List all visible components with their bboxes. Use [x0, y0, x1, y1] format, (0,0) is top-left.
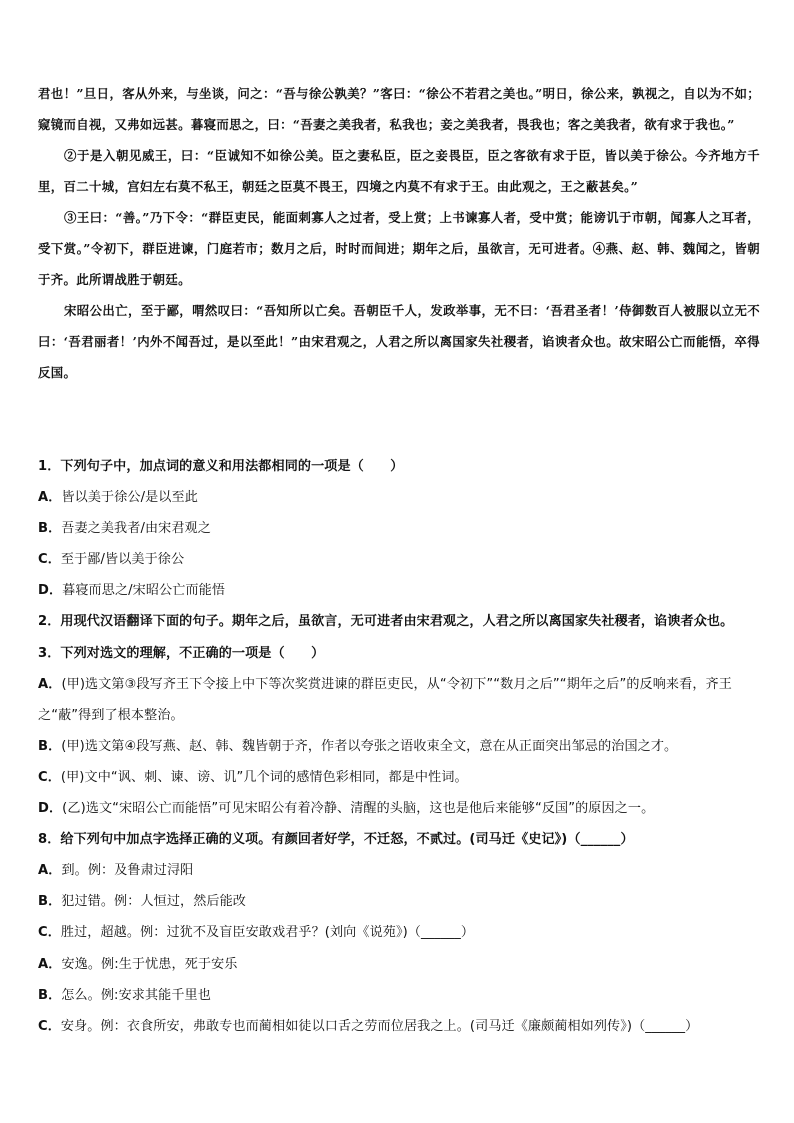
question-1-option-b: B．吾妻之美我者/由宋君观之	[38, 521, 211, 537]
question-1-stem: 1．下列句子中，加点词的意义和用法都相同的一项是（ ）	[38, 459, 404, 474]
question-8-option-a: A．到。例：及鲁肃过浔阳	[38, 863, 194, 879]
passage-paragraph-1: 君也！”旦日，客从外来，与坐谈，问之：“吾与徐公孰美？”客曰：“徐公不若君之美也。”明日，徐公来，孰视之，自以为不如；窥镜而自视，又弗如远甚。暮寝而思之，曰：“吾妻之美我者，私我也；妾之美我者，畏我也；客之美我者，欲有求于我也。”	[38, 86, 760, 132]
question-3-option-d: D．(乙)选文“宋昭公亡而能悟”可见宋昭公有着冷静、清醒的头脑，这也是他后来能够“反国”的原因之一。	[38, 801, 655, 817]
question-1-option-a: A．皆以美于徐公/是以至此	[38, 490, 198, 506]
passage-paragraph-2: ②于是入朝见威王，曰：“臣诚知不如徐公美。臣之妻私臣，臣之妾畏臣，臣之客欲有求于臣，皆以美于徐公。今齐地方千里，百二十城，宫妇左右莫不私王，朝廷之臣莫不畏王，四境之内莫不有求于王。由此观之，王之蔽甚矣。”	[38, 148, 760, 194]
question-2-stem: 2．用现代汉语翻译下面的句子。期年之后，虽欲言，无可进者由宋君观之，人君之所以离国家失社稷者，谄谀者众也。	[38, 614, 734, 630]
passage-paragraph-3: ③王曰：“善。”乃下令：“群臣吏民，能面刺寡人之过者，受上赏；上书谏寡人者，受中赏；能谤讥于市朝，闻寡人之耳者，受下赏。”令初下，群臣进谏，门庭若市；数月之后，时时而间进；期年之后，虽欲言，无可进者。④燕、赵、韩、魏闻之，皆朝于齐。此所谓战胜于朝廷。	[38, 210, 760, 287]
question-1-option-d: D．暮寝而思之/宋昭公亡而能悟	[38, 583, 226, 599]
question-8-option-c: C．胜过，超越。例：过犹不及盲臣安敢戏君乎？(刘向《说苑》)（______）	[38, 925, 475, 941]
passage-paragraph-4: 宋昭公出亡，至于鄙，喟然叹曰：“吾知所以亡矣。吾朝臣千人，发政举事，无不曰：‘吾君圣者！’侍御数百人被服以立无不曰：‘吾君丽者！’内外不闻吾过，是以至此！”由宋君观之，人君之所以离国家失社稷者，谄谀者众也。故宋昭公亡而能悟，卒得反国。	[38, 303, 760, 380]
question-8-option-b2: B．怎么。例:安求其能千里也	[38, 987, 211, 1003]
question-8-option-c2: C．安身。例：衣食所安，弗敢专也而蔺相如徒以口舌之劳而位居我之上。(司马迁《廉颇蔺相如列传》)（______）	[38, 1018, 699, 1034]
question-8-option-b: B．犯过错。例：人恒过，然后能改	[38, 894, 246, 910]
question-3-option-b: B．(甲)选文第④段写燕、赵、韩、魏皆朝于齐，作者以夸张之语收束全文，意在从正面突出邹忌的治国之才。	[38, 738, 678, 754]
question-3-stem: 3．下列对选文的理解，不正确的一项是（ ）	[38, 645, 325, 661]
question-section	[38, 451, 762, 1042]
question-3-option-a: A．(甲)选文第③段写齐王下令接上中下等次奖赏进谏的群臣吏民，从“令初下”“数月之后”“期年之后”的反响来看，齐王之“蔽”得到了根本整治。	[38, 676, 732, 723]
question-1-option-c: C．至于鄙/皆以美于徐公	[38, 552, 185, 568]
question-8-stem: 8．给下列句中加点字选择正确的义项。有颜回者好学，不迁怒，不贰过。(司马迁《史记》)（______）	[38, 832, 634, 848]
classical-passage	[38, 78, 760, 388]
question-8-option-a2: A．安逸。例:生于忧患，死于安乐	[38, 956, 238, 972]
question-3-option-c: C．(甲)文中“讽、刺、谏、谤、讥”几个词的感情色彩相同，都是中性词。	[38, 769, 468, 785]
